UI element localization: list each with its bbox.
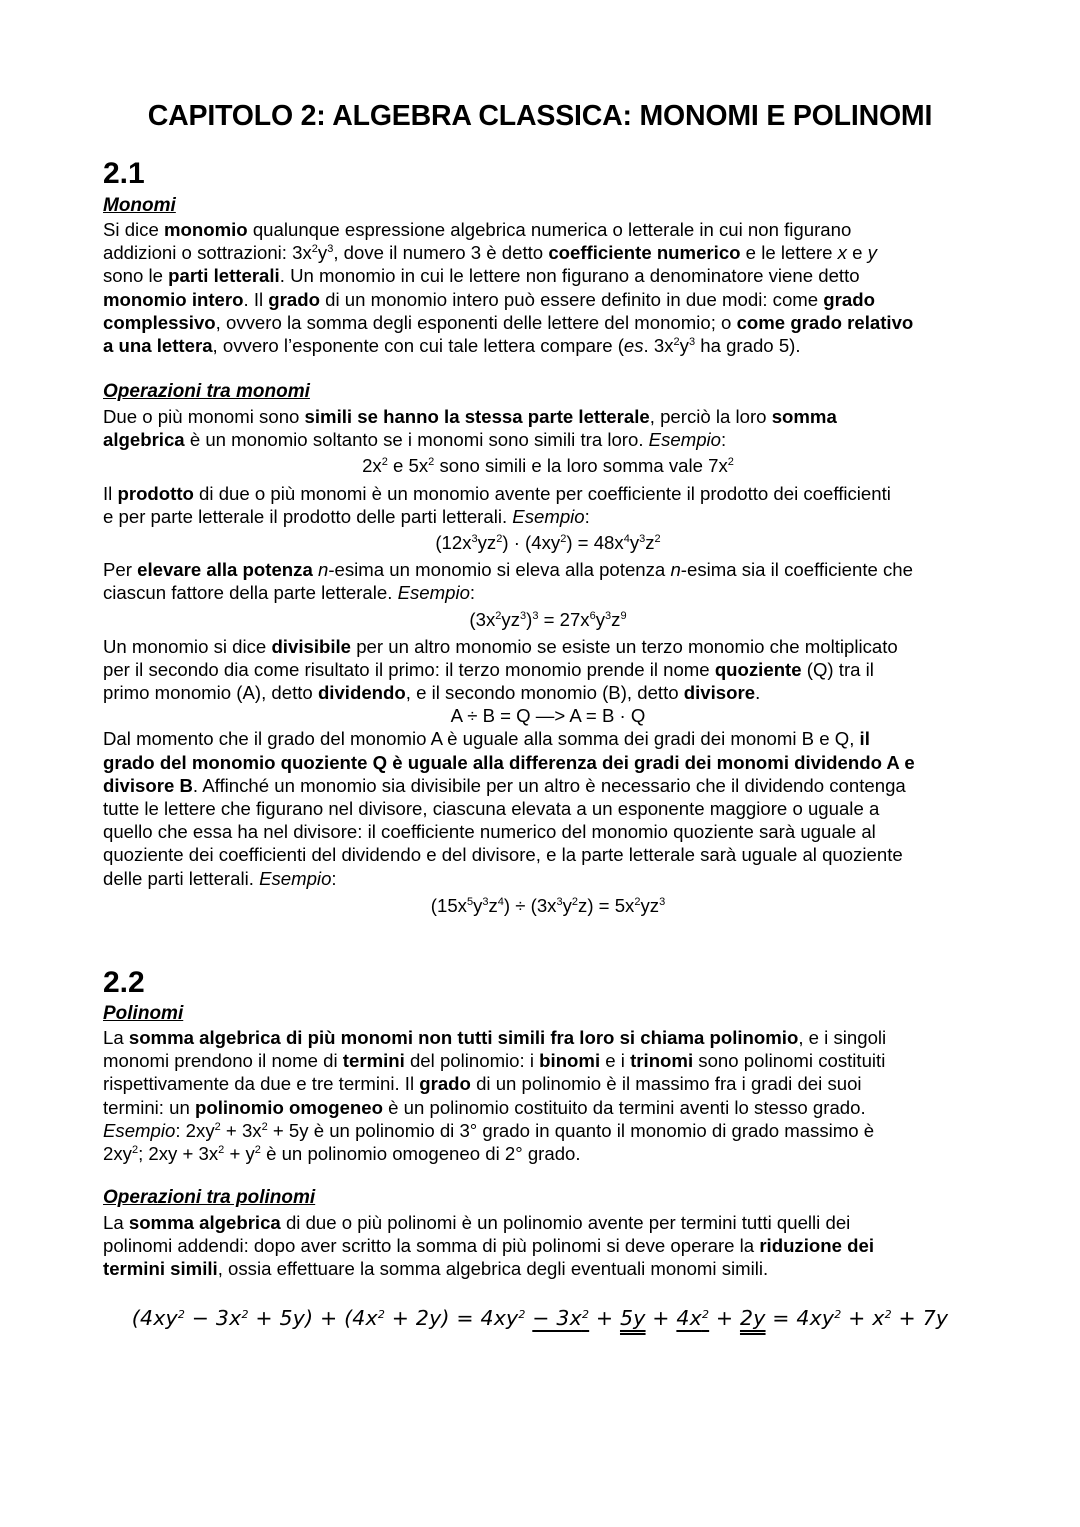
subheading-monomi: Monomi	[103, 195, 176, 216]
section-number-2-1: 2.1	[103, 157, 145, 190]
text-line: quello che essa ha nel divisore: il coefficiente numerico del monomio quoziente sarà uguale al	[103, 821, 876, 843]
formula-power-example: $(3x^2yz^3)^3 = 27x^6y^3z^9$	[469, 608, 627, 630]
underlined-term: $4x^2$	[676, 1306, 710, 1330]
text-line: Si dice monomio qualunque espressione algebrica numerica o letterale in cui non figurano	[103, 219, 852, 240]
text-line: a una lettera, ovvero l’esponente con cui tale lettera compare (es. $3x^2y^3$ ha grado 5).	[103, 334, 801, 356]
chapter-title: CAPITOLO 2: ALGEBRA CLASSICA: MONOMI E POLINOMI	[147, 100, 933, 132]
double-underlined-term: 2y	[739, 1306, 766, 1330]
text-line: algebrica è un monomio soltanto se i monomi sono simili tra loro. Esempio:	[103, 429, 727, 451]
text-line: monomio intero. Il grado di un monomio intero può essere definito in due modi: come grado	[103, 288, 875, 310]
text-line: Il prodotto di due o più monomi è un monomio avente per coefficiente il prodotto dei coefficienti	[103, 482, 891, 504]
text-line: addizioni o sottrazioni: $3x^2y^3$, dove il numero 3 è detto coefficiente numerico e le lettere x e y	[103, 242, 877, 264]
paragraph-polinomi	[103, 1026, 993, 1165]
text-line: Per elevare alla potenza n-esima un monomio si eleva alla potenza n-esima sia il coefficiente che	[103, 559, 913, 581]
paragraph-monomi	[103, 218, 993, 357]
text-line: per il secondo dia come risultato il primo: il terzo monomio prende il nome quoziente (Q) tra il	[103, 658, 874, 680]
text-line: ciascun fattore della parte letterale. Esempio:	[103, 582, 476, 604]
text-line: e per parte letterale il prodotto delle parti letterali. Esempio:	[103, 505, 590, 527]
text-line: rispettivamente da due e tre termini. Il grado di un polinomio è il massimo fra i gradi dei suoi	[103, 1073, 862, 1095]
subheading-polinomi: Polinomi	[103, 1003, 184, 1024]
underlined-term: − $3x^2$	[532, 1306, 590, 1330]
formula-polynomial-sum: $(4xy^2 - 3x^2 + 5y) + (4x^2 + 2y) = 4xy^2 - 3x^2 + 5y + 4x^2 + 2y = 4xy^2 + x^2 + 7y$	[131, 1306, 949, 1330]
text-line: primo monomio (A), detto dividendo, e il secondo monomio (B), detto divisore.	[103, 682, 761, 704]
text-line: monomi prendono il nome di termini del polinomio: i binomi e i trinomi sono polinomi costituiti	[103, 1050, 886, 1072]
text-line: $2xy^2$; $2xy + 3x^2 + y^2$ è un polinomio omogeneo di 2° grado.	[103, 1142, 581, 1164]
section-number-2-2: 2.2	[103, 966, 145, 999]
text-line: termini: un polinomio omogeneo è un polinomio costituito da termini aventi lo stesso grado.	[103, 1096, 866, 1118]
text-line: tutte le lettere che figurano nel divisore, ciascuna elevata a un esponente maggiore o uguale a	[103, 798, 880, 819]
text-line: Un monomio si dice divisibile per un altro monomio se esiste un terzo monomio che moltiplicato	[103, 635, 898, 657]
text-line: complessivo, ovvero la somma degli esponenti delle lettere del monomio; o come grado relativo	[103, 311, 914, 333]
subheading-operazioni-monomi: Operazioni tra monomi	[103, 381, 310, 402]
text-line: Dal momento che il grado del monomio A è uguale alla somma dei gradi dei monomi B e Q, il	[103, 728, 870, 750]
text-line: divisore B. Affinché un monomio sia divisibile per un altro è necessario che il dividendo contenga	[103, 774, 906, 796]
formula-division-rule: A ÷ B = Q —> A = B · Q	[450, 705, 646, 727]
formula-product-example: $(12x^3yz^2) \cdot (4xy^2) = 48x^4y^3z^2$	[435, 531, 661, 553]
text-line: quoziente dei coefficienti del dividendo e del divisore, e la parte letterale sarà uguale al quoziente	[103, 844, 903, 866]
text-line: Due o più monomi sono simili se hanno la stessa parte letterale, perciò la loro somma	[103, 406, 837, 427]
text-line: polinomi addendi: dopo aver scritto la somma di più polinomi si deve operare la riduzione dei	[103, 1235, 874, 1257]
subheading-operazioni-polinomi: Operazioni tra polinomi	[103, 1187, 316, 1208]
text-line: Esempio: $2xy^2 + 3x^2 + 5y$ è un polinomio di 3° grado in quanto il monomio di grado massimo è	[103, 1119, 875, 1141]
text-line: La somma algebrica di più monomi non tutti simili fra loro si chiama polinomio, e i singoli	[103, 1027, 887, 1048]
double-underlined-term: 5y	[619, 1306, 646, 1330]
formula-sum-example: $2x^2$ e $5x^2$ sono simili e la loro somma vale $7x^2$	[362, 455, 734, 477]
paragraph-operazioni-monomi	[103, 405, 993, 917]
text-line: La somma algebrica di due o più polinomi è un polinomio avente per termini tutti quelli dei	[103, 1212, 851, 1233]
formula-division-example: $(15x^5y^3z^4) \div (3x^3y^2z) = 5x^2yz^3$	[430, 894, 666, 916]
paragraph-operazioni-polinomi	[103, 1211, 993, 1281]
text-line: termini simili, ossia effettuare la somma algebrica degli eventuali monomi simili.	[103, 1258, 769, 1280]
text-line: grado del monomio quoziente Q è uguale alla differenza dei gradi dei monomi dividendo A e	[103, 751, 915, 773]
text-line: delle parti letterali. Esempio:	[103, 867, 337, 889]
text-line: sono le parti letterali. Un monomio in cui le lettere non figurano a denominatore viene detto	[103, 265, 860, 287]
